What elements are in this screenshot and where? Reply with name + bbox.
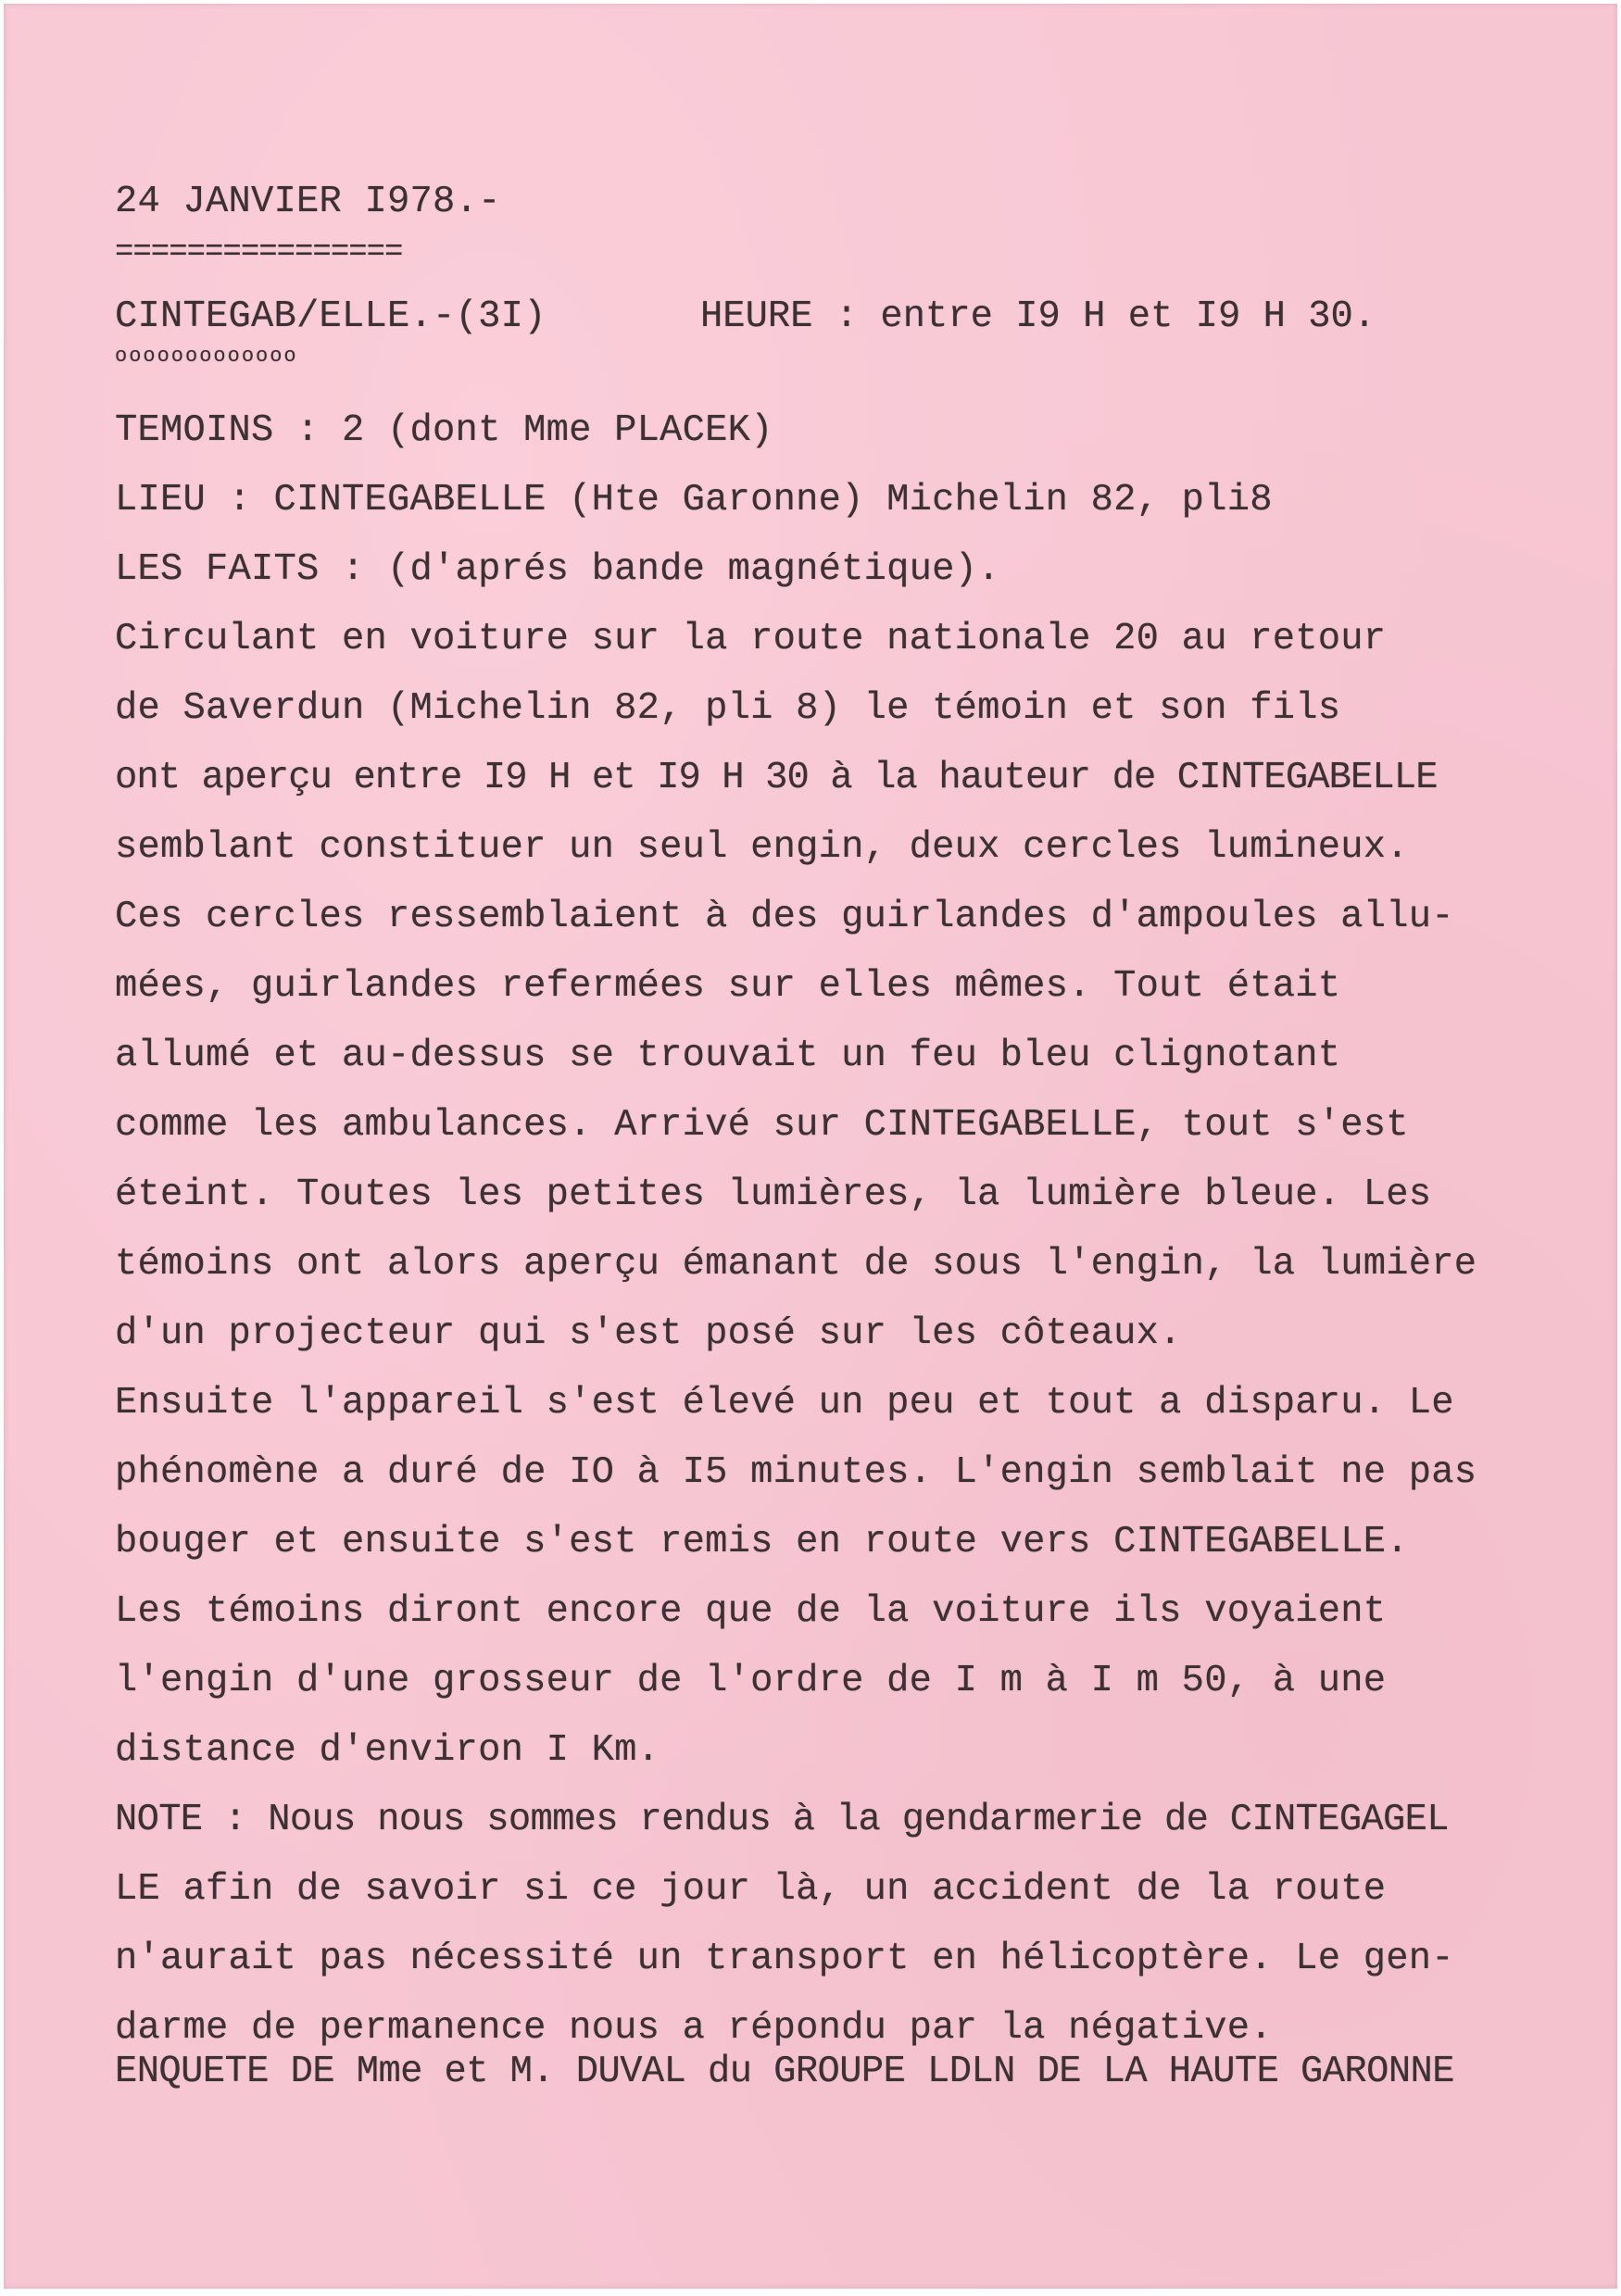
document-date: 24 JANVIER I978.- [115, 181, 501, 223]
text-line: témoins ont alors aperçu émanant de sous l'engin, la lumière [115, 1243, 1477, 1286]
text-line: ont aperçu entre I9 H et I9 H 30 à la hauteur de CINTEGABELLE [115, 757, 1438, 799]
text-line: Les témoins diront encore que de la voiture ils voyaient [115, 1590, 1387, 1633]
note-line: NOTE : Nous nous sommes rendus à la gendarmerie de CINTEGAGEL [115, 1799, 1449, 1841]
text-line: Ces cercles ressemblaient à des guirlandes d'ampoules allu- [115, 896, 1454, 938]
typed-document-page [4, 4, 1617, 2289]
text-line: éteint. Toutes les petites lumières, la lumière bleue. Les [115, 1173, 1432, 1216]
text-line: distance d'environ I Km. [115, 1729, 660, 1772]
text-line: l'engin d'une grosseur de l'ordre de I m à I m 50, à une [115, 1660, 1387, 1702]
text-line: comme les ambulances. Arrivé sur CINTEGABELLE, tout s'est [115, 1104, 1409, 1147]
text-line: Ensuite l'appareil s'est élevé un peu et tout a disparu. Le [115, 1382, 1454, 1424]
text-line: d'un projecteur qui s'est posé sur les côteaux. [115, 1312, 1182, 1355]
text-line: Circulant en voiture sur la route nationale 20 au retour [115, 618, 1387, 660]
text-line: bouger et ensuite s'est remis en route vers CINTEGABELLE. [115, 1521, 1409, 1563]
note-line: n'aurait pas nécessité un transport en hélicoptère. Le gen- [115, 1938, 1454, 1980]
facts-heading-line: LES FAITS : (d'aprés bande magnétique). [115, 548, 1000, 591]
location-underline-rule: ooooooooooooo [115, 345, 298, 368]
text-line: phénomène a duré de IO à I5 minutes. L'engin semblait ne pas [115, 1451, 1477, 1494]
date-underline-rule: ================ [115, 235, 403, 270]
text-line: de Saverdun (Michelin 82, pli 8) le témoin et son fils [115, 687, 1341, 730]
text-line: allumé et au-dessus se trouvait un feu bleu clignotant [115, 1035, 1341, 1077]
investigation-credit: ENQUETE DE Mme et M. DUVAL du GROUPE LDLN DE LA HAUTE GARONNE [115, 2051, 1454, 2093]
time-heading: HEURE : entre I9 H et I9 H 30. [700, 295, 1376, 338]
location-heading: CINTEGAB/ELLE.-(3I) [115, 295, 547, 338]
location-line: LIEU : CINTEGABELLE (Hte Garonne) Michelin 82, pli8 [115, 479, 1273, 521]
text-line: mées, guirlandes refermées sur elles mêmes. Tout était [115, 965, 1341, 1008]
note-line: LE afin de savoir si ce jour là, un accident de la route [115, 1868, 1387, 1911]
text-line: semblant constituer un seul engin, deux cercles lumineux. [115, 826, 1409, 869]
witnesses-line: TEMOINS : 2 (dont Mme PLACEK) [115, 409, 773, 452]
note-line: darme de permanence nous a répondu par la négative. [115, 2007, 1273, 2050]
